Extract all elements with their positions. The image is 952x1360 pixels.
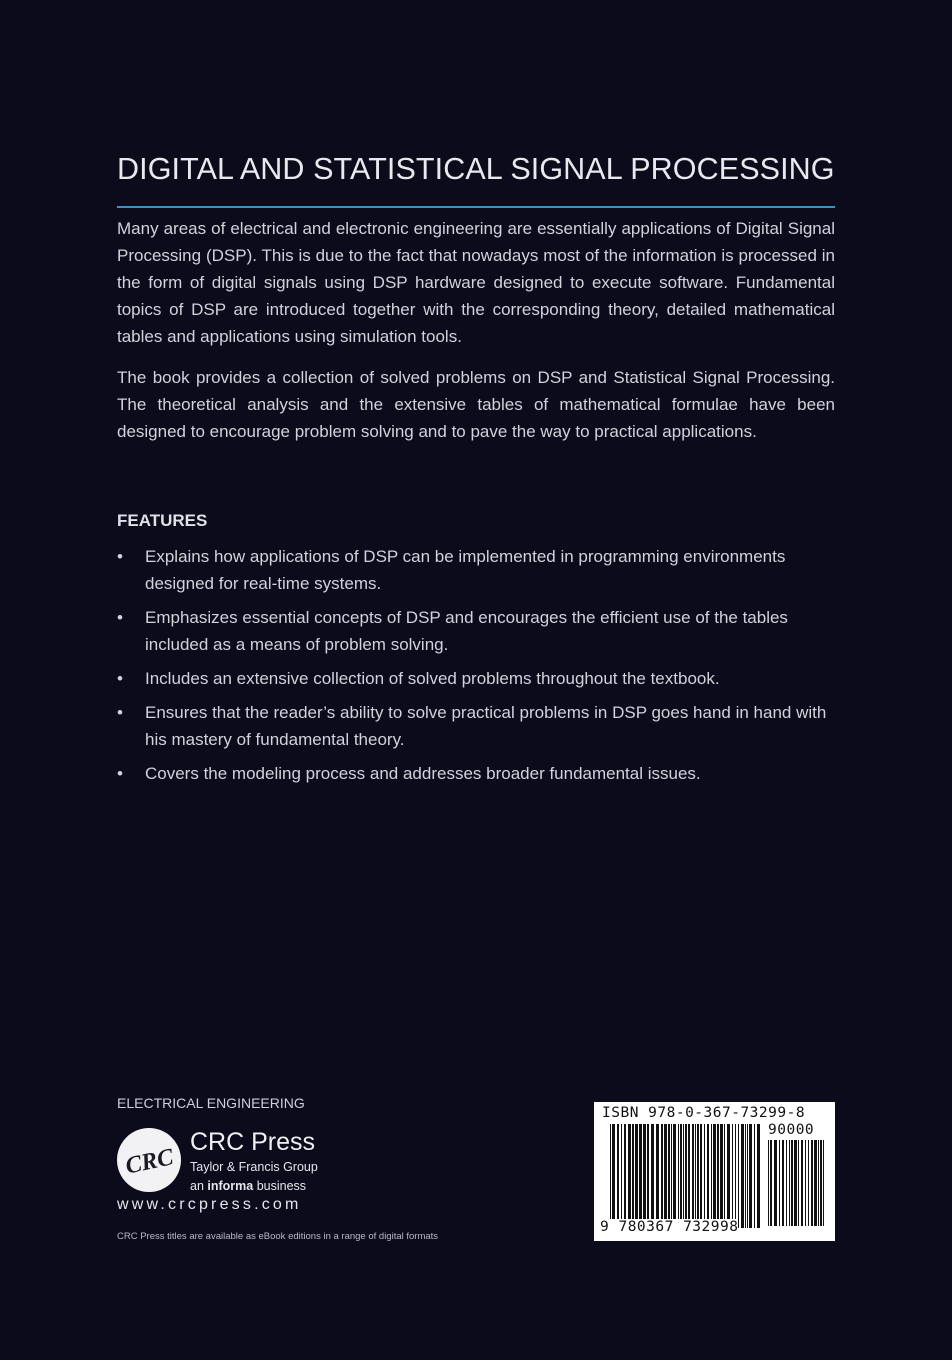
subject-category: ELECTRICAL ENGINEERING — [117, 1095, 305, 1111]
description-paragraph-1: Many areas of electrical and electronic engineering are essentially applications of Digital Signal Processing (DSP). This is due to the fact that nowadays most of the information is processed in the form of digital signals using DSP hardware designed to execute software. Fundamental topics of DSP are introduced together with the corresponding theory, detailed mathematical tables and applications using simulation tools. — [117, 219, 835, 346]
publisher-name: CRC Press — [190, 1128, 316, 1156]
logo-text: CRC — [123, 1144, 176, 1180]
publisher-website: www.crcpress.com — [117, 1196, 302, 1213]
feature-item — [117, 604, 837, 658]
business-suffix: business — [256, 1179, 307, 1193]
bullet-icon: • — [117, 608, 123, 627]
features-list — [117, 543, 837, 794]
feature-item — [117, 760, 837, 787]
barcode-digits: 9 780367 732998 — [600, 1219, 739, 1235]
business-bold: informa — [207, 1179, 254, 1193]
isbn-barcode — [594, 1102, 835, 1241]
isbn-label: ISBN 978-0-367-73299-8 — [602, 1105, 806, 1121]
barcode-bars-icon — [610, 1124, 762, 1228]
publisher-business — [190, 1179, 306, 1193]
feature-text: Ensures that the reader’s ability to solve practical problems in DSP goes hand in hand with his mastery of fundamental theory. — [145, 703, 827, 749]
crc-logo-icon — [117, 1128, 181, 1192]
feature-text: Includes an extensive collection of solved problems throughout the textbook. — [145, 669, 720, 688]
bullet-icon: • — [117, 669, 123, 688]
bullet-icon: • — [117, 764, 123, 783]
barcode-addon: 90000 — [768, 1122, 815, 1138]
business-prefix: an — [190, 1179, 204, 1193]
feature-text: Explains how applications of DSP can be implemented in programming environments designed for real-time systems. — [145, 547, 786, 593]
addon-bars-icon — [768, 1140, 828, 1226]
description-paragraph-2: The book provides a collection of solved problems on DSP and Statistical Signal Processing. The theoretical analysis and the extensive tables of mathematical formulae have been designed to encourage problem solving and to pave the way to practical applications. — [117, 368, 835, 441]
feature-text: Emphasizes essential concepts of DSP and encourages the efficient use of the tables included as a means of problem solving. — [145, 608, 788, 654]
bullet-icon: • — [117, 547, 123, 566]
ebook-note: CRC Press titles are available as eBook editions in a range of digital formats — [117, 1231, 439, 1242]
feature-item — [117, 665, 837, 692]
book-title: DIGITAL AND STATISTICAL SIGNAL PROCESSING — [117, 152, 835, 186]
publisher-group: Taylor & Francis Group — [190, 1160, 318, 1174]
feature-item — [117, 699, 837, 753]
features-heading: FEATURES — [117, 511, 208, 530]
title-rule — [117, 206, 835, 208]
feature-item — [117, 543, 837, 597]
feature-text: Covers the modeling process and addresses broader fundamental issues. — [145, 764, 701, 783]
bullet-icon: • — [117, 703, 123, 722]
